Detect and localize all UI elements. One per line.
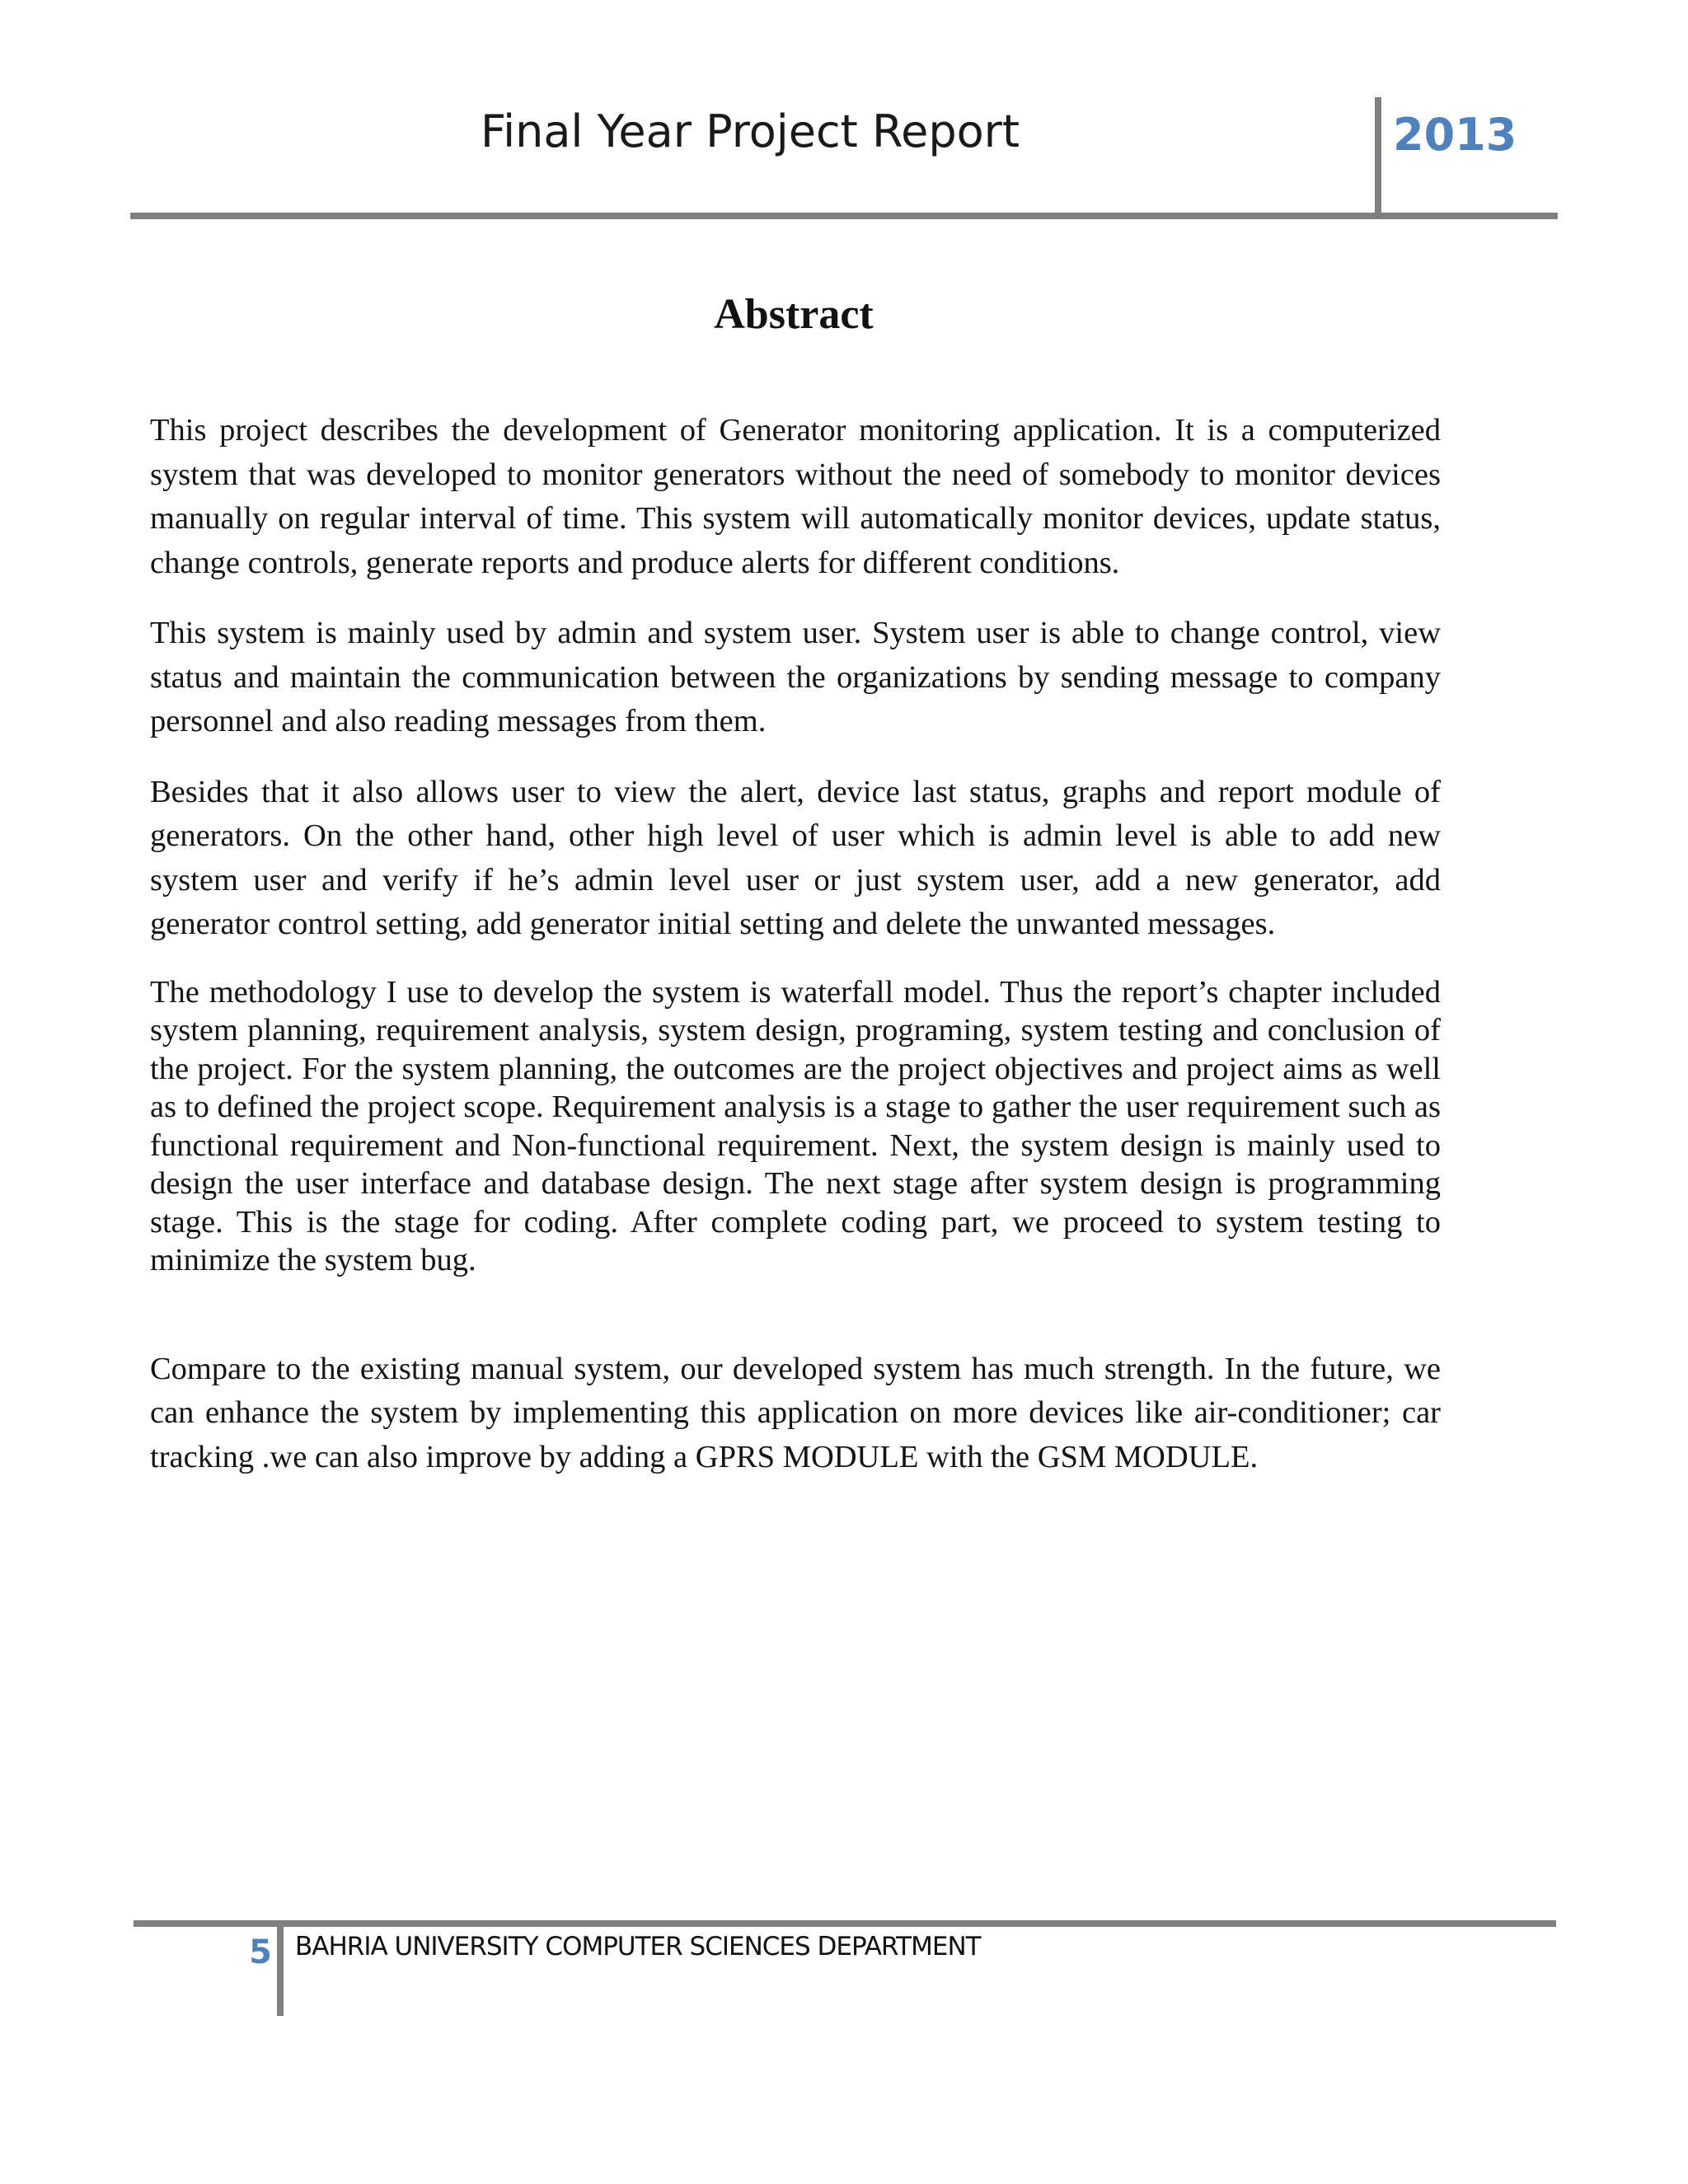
- header-divider-vertical: [1375, 97, 1381, 219]
- paragraph: The methodology I use to develop the system is waterfall model. Thus the report’s chapter included system planning, requirement analysis, system design, programing, system testing and conclusion of the project. For the system planning, the outcomes are the project objectives and project aims as well as to defined the project scope. Requirement analysis is a stage to gather the user requirement such as functional requirement and Non-functional requirement. Next, the system design is mainly used to design the user interface and database design. The next stage after system design is programming stage. This is the stage for coding. After complete coding part, we proceed to system testing to minimize the system bug.: [150, 974, 1441, 1277]
- footer-department: BAHRIA UNIVERSITY COMPUTER SCIENCES DEPARTMENT: [295, 1932, 981, 1961]
- footer-divider-vertical: [277, 1920, 284, 2016]
- paragraph: Compare to the existing manual system, our developed system has much strength. In the future, we can enhance the system by implementing this application on more devices like air-conditioner; car tracking .we can also improve by adding a GPRS MODULE with the GSM MODULE.: [150, 1351, 1441, 1474]
- header-title: Final Year Project Report: [480, 105, 1020, 157]
- header-year: 2013: [1393, 109, 1517, 161]
- paragraph: This system is mainly used by admin and system user. System user is able to change control, view status and maintain the communication between the organizations by sending message to company personnel and also reading messages from them.: [150, 616, 1441, 738]
- abstract-body: [150, 409, 1441, 1479]
- paragraph: This project describes the development of Generator monitoring application. It is a computerized system that was developed to monitor generators without the need of somebody to monitor devices manually on regular interval of time. This system will automatically monitor devices, update status, change controls, generate reports and produce alerts for different conditions.: [150, 413, 1441, 580]
- footer-rule: [134, 1920, 1556, 1927]
- paragraph: Besides that it also allows user to view the alert, device last status, graphs and report module of generators. On the other hand, other high level of user which is admin level is able to add new system user and verify if he’s admin level user or just system user, add a new generator, add generator control setting, add generator initial setting and delete the unwanted messages.: [150, 774, 1441, 941]
- abstract-heading: Abstract: [714, 291, 874, 338]
- page-number: 5: [249, 1933, 272, 1971]
- header-rule: [130, 213, 1558, 219]
